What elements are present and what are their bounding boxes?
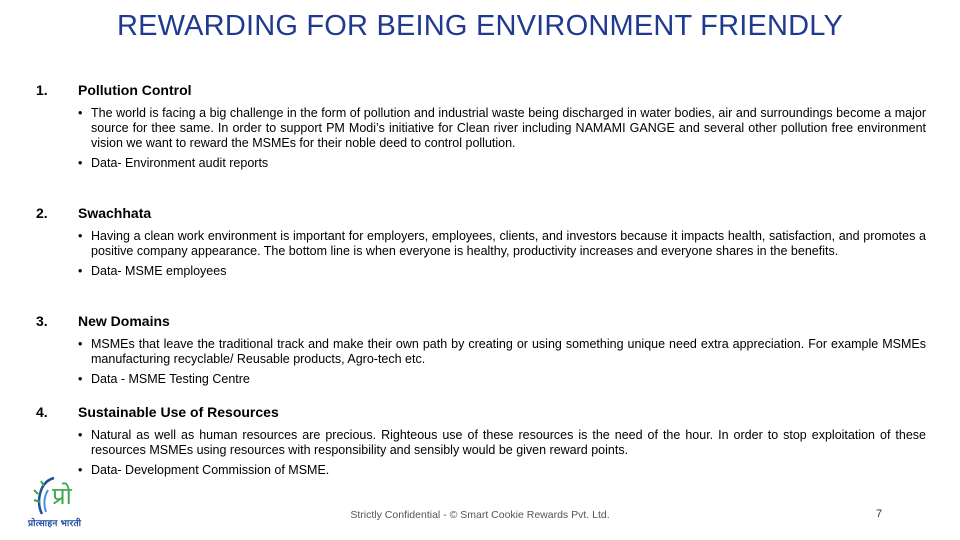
bullet-dot-icon: •: [78, 229, 83, 243]
bullet-item: • MSMEs that leave the traditional track and make their own path by creating or using something unique need extra appreciation. For example MSMEs manufacturing recyclable/ Reusable products, Agro-tech etc.: [78, 337, 926, 367]
section-heading: Pollution Control: [78, 82, 192, 98]
section-number: 1.: [36, 82, 48, 98]
bullet-item: • Data- MSME employees: [78, 263, 227, 278]
bullet-list: [78, 106, 926, 176]
page-number: 7: [876, 508, 883, 520]
logo-wordmark: प्रोत्साहन भारती: [28, 518, 82, 528]
section-heading: New Domains: [78, 313, 170, 329]
section-swachhata: [36, 205, 926, 278]
section-number: 4.: [36, 404, 48, 420]
protsahan-bharati-logo: [28, 474, 118, 530]
bullet-dot-icon: •: [78, 428, 83, 442]
bullet-dot-icon: •: [78, 337, 83, 351]
bullet-list: [78, 229, 926, 284]
bullet-dot-icon: •: [78, 156, 83, 171]
logo-glyph: प्रो: [52, 482, 72, 510]
bullet-item: • Data- Development Commission of MSME.: [78, 462, 330, 477]
bullet-list: [78, 428, 926, 483]
bullet-item: • Natural as well as human resources are precious. Righteous use of these resources is the need of the hour. In order to stop exploitation of these resources MSMEs using resources with responsibility and sensibly would be given reward points.: [78, 428, 926, 458]
section-pollution-control: [36, 82, 926, 171]
bullet-item: • Having a clean work environment is important for employers, employees, clients, and investors because it impacts health, satisfaction, and promotes a positive company appearance. The bottom line is when everyone is healthy, productivity increases and everyone shares in the benefits.: [78, 229, 926, 259]
section-new-domains: [36, 313, 926, 386]
bullet-dot-icon: •: [78, 462, 83, 477]
section-sustainable-resources: [36, 404, 926, 477]
bullet-item: • Data - MSME Testing Centre: [78, 371, 250, 386]
bullet-dot-icon: •: [78, 106, 83, 120]
slide-title: REWARDING FOR BEING ENVIRONMENT FRIENDLY: [116, 10, 844, 42]
bullet-dot-icon: •: [78, 263, 83, 278]
bullet-item: • The world is facing a big challenge in the form of pollution and industrial waste being discharged in water bodies, air and surroundings become a major source for thee same. In order to support PM Modi’s initiative for Clean river including NAMAMI GANGE and several other pollution free environment vision we want to reward the MSMEs for their noble deed to control pollution.: [78, 106, 926, 151]
section-heading: Swachhata: [78, 205, 152, 221]
section-number: 3.: [36, 313, 48, 329]
bullet-item: • Data- Environment audit reports: [78, 156, 269, 171]
bullet-list: [78, 337, 926, 392]
bullet-dot-icon: •: [78, 371, 83, 386]
section-number: 2.: [36, 205, 48, 221]
footer-confidential: Strictly Confidential - © Smart Cookie Rewards Pvt. Ltd.: [350, 509, 610, 521]
section-heading: Sustainable Use of Resources: [78, 404, 279, 420]
